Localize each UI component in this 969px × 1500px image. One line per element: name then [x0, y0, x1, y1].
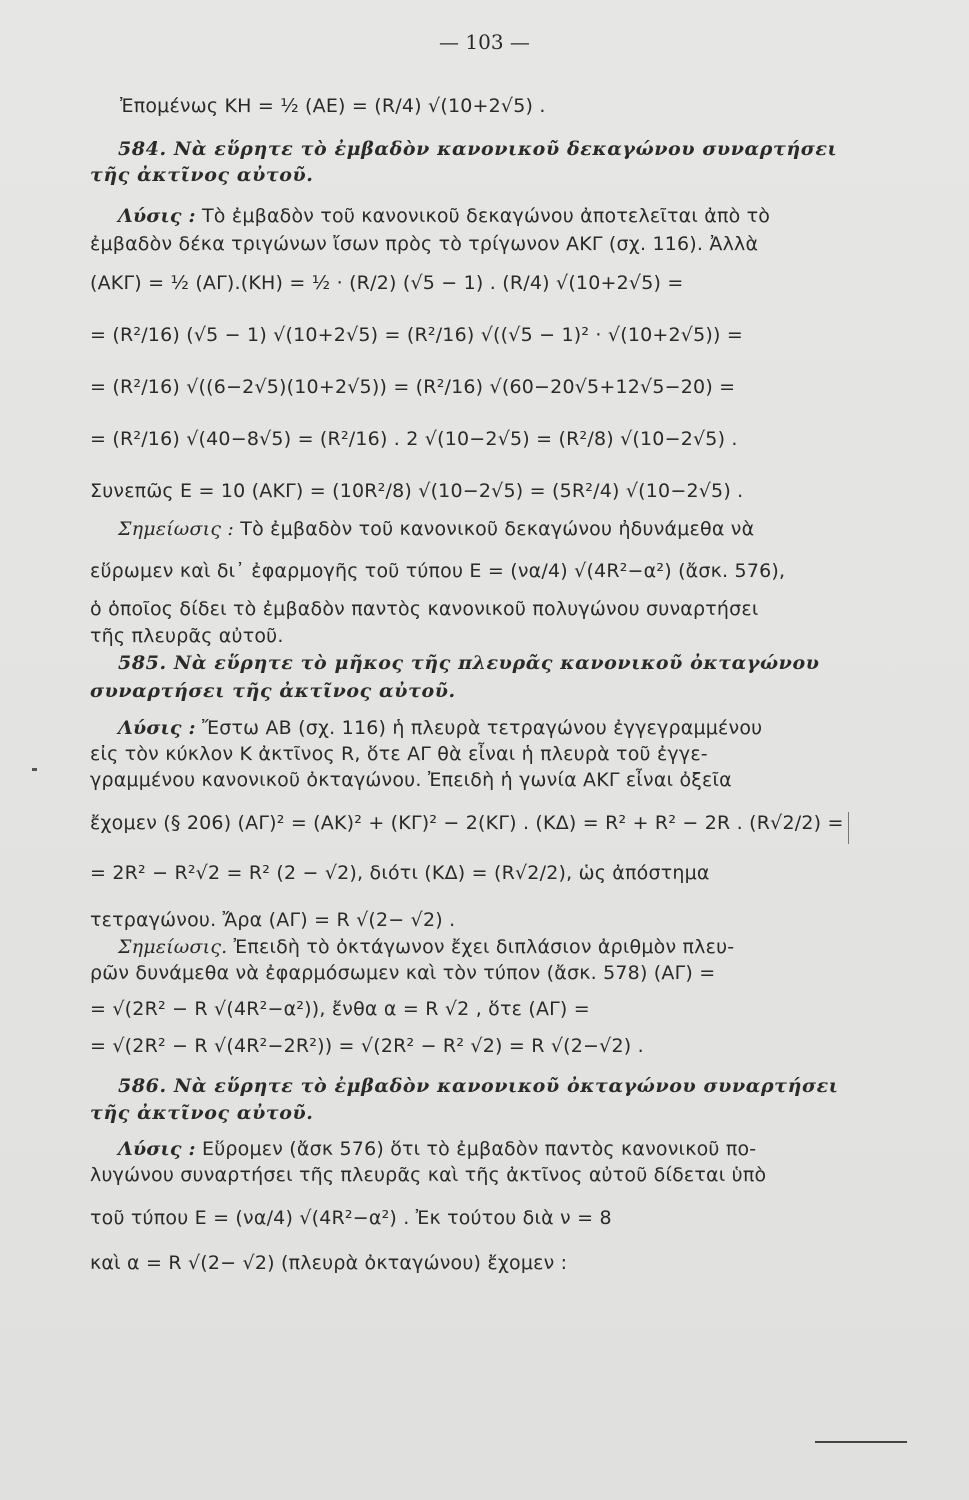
- equation-line: = √(2R² − R √(4R²−2R²)) = √(2R² − R² √2) = R √(2−√2) .: [90, 1035, 644, 1057]
- problem-586-title-cont: τῆς ἀκτῖνος αὐτοῦ.: [90, 1102, 314, 1124]
- solution-paragraph: [118, 715, 878, 741]
- note-text: Τὸ ἐμβαδὸν τοῦ κανονικοῦ δεκαγώνου ἠδυνάμεθα νὰ: [240, 518, 755, 540]
- equation-line: = (R²/16) √(40−8√5) = (R²/16) . 2 √(10−2√5) = (R²/8) √(10−2√5) .: [90, 428, 738, 450]
- margin-dot: [32, 768, 37, 771]
- solution-paragraph: [118, 1136, 878, 1162]
- bottom-rule: [815, 1441, 907, 1443]
- note-paragraph: [118, 934, 878, 960]
- solution-text-line: λυγώνου συναρτήσει τῆς πλευρᾶς καὶ τῆς ἀκτῖνος αὐτοῦ δίδεται ὑπὸ: [90, 1164, 767, 1186]
- solution-label: Λύσις :: [118, 205, 196, 227]
- note-label: Σημείωσις.: [118, 936, 228, 958]
- equation-line: Συνεπῶς Ε = 10 (ΑΚΓ) = (10R²/8) √(10−2√5) = (5R²/4) √(10−2√5) .: [90, 480, 744, 502]
- problem-584-title: 584. Νὰ εὕρητε τὸ ἐμβαδὸν κανονικοῦ δεκαγώνου συναρτήσει: [118, 138, 838, 160]
- note-paragraph: [118, 516, 878, 542]
- problem-585-title: 585. Νὰ εὕρητε τὸ μῆκος τῆς πλευρᾶς κανονικοῦ ὀκταγώνου: [118, 652, 820, 674]
- solution-text: Εὕρομεν (ἄσκ 576) ὅτι τὸ ἐμβαδὸν παντὸς κανονικοῦ πο-: [201, 1138, 757, 1160]
- equation-line: Ἐπομένως ΚΗ = ½ (ΑΕ) = (R/4) √(10+2√5) .: [120, 95, 546, 117]
- solution-text: Ἔστω ΑΒ (σχ. 116) ἡ πλευρὰ τετραγώνου ἐγγεγραμμένου: [201, 717, 763, 739]
- equation-line: = (R²/16) √((6−2√5)(10+2√5)) = (R²/16) √(60−20√5+12√5−20) =: [90, 376, 736, 398]
- page-number: — 103 —: [439, 30, 530, 54]
- equation-line: (ΑΚΓ) = ½ (ΑΓ).(ΚΗ) = ½ · (R/2) (√5 − 1) . (R/4) √(10+2√5) =: [90, 272, 684, 294]
- note-text-line: τῆς πλευρᾶς αὐτοῦ.: [90, 625, 284, 647]
- equation-line: καὶ α = R √(2− √2) (πλευρὰ ὀκταγώνου) ἔχομεν :: [90, 1252, 568, 1274]
- note-text-line: ὁ ὁποῖος δίδει τὸ ἐμβαδὸν παντὸς κανονικοῦ πολυγώνου συναρτήσει: [90, 598, 759, 620]
- solution-text-line: ἐμβαδὸν δέκα τριγώνων ἴσων πρὸς τὸ τρίγωνον ΑΚΓ (σχ. 116). Ἀλλὰ: [90, 233, 759, 255]
- equation-line: ἔχομεν (§ 206) (ΑΓ)² = (ΑΚ)² + (ΚΓ)² − 2(ΚΓ) . (ΚΔ) = R² + R² − 2R . (R√2/2) =: [90, 812, 844, 834]
- solution-label: Λύσις :: [118, 1138, 196, 1160]
- problem-584-title-cont: τῆς ἀκτῖνος αὐτοῦ.: [90, 164, 314, 186]
- note-text: Ἐπειδὴ τὸ ὀκτάγωνον ἔχει διπλάσιον ἀριθμὸν πλευ-: [233, 936, 735, 958]
- problem-586-title: 586. Νὰ εὕρητε τὸ ἐμβαδὸν κανονικοῦ ὀκταγώνου συναρτήσει: [118, 1075, 839, 1097]
- equation-line: = 2R² − R²√2 = R² (2 − √2), διότι (ΚΔ) = (R√2/2), ὡς ἀπόστημα: [90, 862, 710, 884]
- margin-mark: [848, 812, 849, 844]
- note-label: Σημείωσις :: [118, 518, 235, 540]
- note-text-line: εὕρωμεν καὶ δι᾽ ἐφαρμογῆς τοῦ τύπου Ε = (να/4) √(4R²−α²) (ἄσκ. 576),: [90, 560, 786, 582]
- solution-text: Τὸ ἐμβαδὸν τοῦ κανονικοῦ δεκαγώνου ἀποτελεῖται ἀπὸ τὸ: [201, 205, 771, 227]
- solution-label: Λύσις :: [118, 717, 196, 739]
- equation-line: = √(2R² − R √(4R²−α²)), ἔνθα α = R √2 , ὅτε (ΑΓ) =: [90, 998, 590, 1020]
- note-text-line: ρῶν δυνάμεθα νὰ ἐφαρμόσωμεν καὶ τὸν τύπον (ἄσκ. 578) (ΑΓ) =: [90, 962, 716, 984]
- solution-paragraph: [118, 203, 878, 229]
- solution-text-line: τετραγώνου. Ἄρα (ΑΓ) = R √(2− √2) .: [90, 909, 456, 931]
- solution-text-line: γραμμένου κανονικοῦ ὀκταγώνου. Ἐπειδὴ ἡ γωνία ΑΚΓ εἶναι ὀξεῖα: [90, 769, 732, 791]
- equation-line: τοῦ τύπου Ε = (να/4) √(4R²−α²) . Ἐκ τούτου διὰ ν = 8: [90, 1207, 612, 1229]
- problem-585-title-cont: συναρτήσει τῆς ἀκτῖνος αὐτοῦ.: [90, 680, 456, 702]
- solution-text-line: εἰς τὸν κύκλον Κ ἀκτῖνος R, ὅτε ΑΓ θὰ εἶναι ἡ πλευρὰ τοῦ ἐγγε-: [90, 743, 708, 765]
- equation-line: = (R²/16) (√5 − 1) √(10+2√5) = (R²/16) √((√5 − 1)² · √(10+2√5)) =: [90, 324, 743, 346]
